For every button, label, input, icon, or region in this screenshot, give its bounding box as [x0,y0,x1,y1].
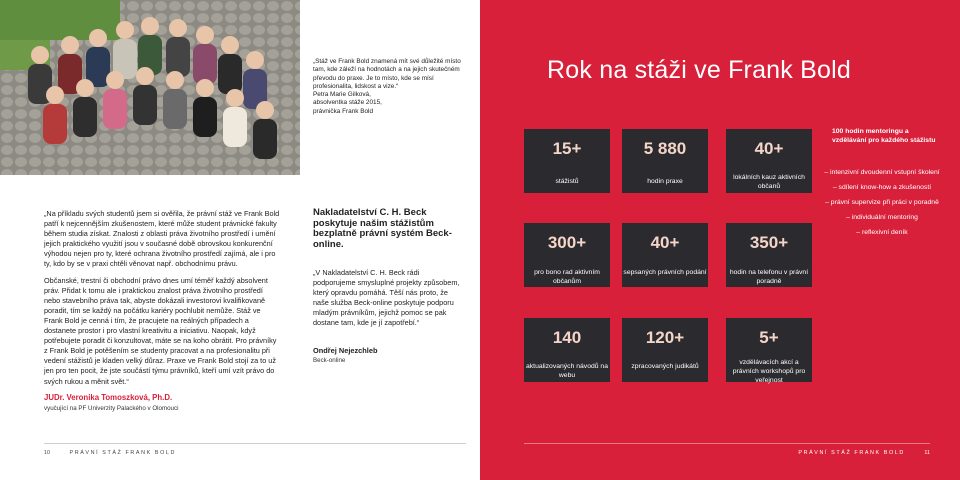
right-page [480,0,960,480]
faculty-quote-paragraph-1: „Na příkladu svých studentů jsem si ověřila, že právní stáž ve Frank Bold patří k nejcennějším zkušenostem, které může student právnické fakulty během studia získat. Znalosti z oblasti práva životního prostředí i umění jejich praktického využití jsou v současné době obrovskou konkurenční výhodou nejen pro ty, které ochrana životního prostředí zajímá, ale i pro ty, kdo by se v praxi chtěli věnovat např. obchodnímu právu. [44,209,280,269]
mentoring-item: – právní supervize při práci v poradně [825,199,939,206]
intern-quote-role: absolventka stáže 2015, [313,99,382,107]
stat-label: stážistů [555,178,579,185]
left-page-number: 10 [44,450,50,456]
stat-label: hodin na telefonu v právní poradně [729,269,809,285]
stat-label: zpracovaných judikátů [631,363,699,370]
stat-number: 350+ [749,233,789,252]
beck-quote-company: Beck-online [313,357,346,364]
mentoring-item: – reflexivní deník [856,229,908,236]
faculty-quote-author-role: vyučující na PF Univerzity Palackého v Olomouci [44,405,179,412]
group-photo-illustration [0,0,300,175]
beck-quote: „V Nakladatelství C. H. Beck rádi podporujeme smysluplné projekty způsobem, který opravdu pomáhá. Těší nás proto, že naše služba Beck-online poskytuje podporu mladým právníkům, jejichž pomoc se pak dostane tam, kde je jí zapotřebí.“ [313,268,460,328]
mentoring-item: – sdílení know-how a zkušeností [832,184,932,191]
faculty-quote [44,209,280,393]
right-page-number: 11 [924,450,930,456]
mentoring-heading: 100 hodin mentoringu a vzdělávání pro každého stážistu [832,128,936,144]
intern-quote-text: „Stáž ve Frank Bold znamená mít své důležité místo tam, kde záleží na hodnotách a na jejich skutečném převodu do praxe. Je to místo, kde se mísí profesionalita, lidskost a vize.“ [313,58,461,90]
mentoring-item: – intenzivní dvoudenní vstupní školení [824,169,940,176]
group-photo [0,0,300,175]
stat-number: 120+ [645,328,685,347]
stat-number: 300+ [547,233,587,252]
right-footer-title: PRÁVNÍ STÁŽ FRANK BOLD [798,450,905,456]
stat-number: 140 [552,328,582,347]
intern-quote [313,58,463,116]
faculty-quote-author: JUDr. Veronika Tomoszková, Ph.D. [44,393,173,402]
stat-label: lokálních kauz aktivních občanů [733,174,805,190]
stat-box [622,318,708,382]
stat-number: 5+ [759,328,779,347]
stat-number: 15+ [552,139,582,158]
right-footer [524,443,930,456]
stat-label: hodin praxe [647,178,683,185]
left-footer-title: PRÁVNÍ STÁŽ FRANK BOLD [69,450,176,456]
stat-label: aktualizovaných návodů na webu [526,363,608,379]
faculty-quote-paragraph-2: Občanské, trestní či obchodní právo dnes umí téměř každý absolvent práv. Přidat k tomu ale i praktickou znalost práva životního prostředí nebo stavebního práva tak, abyste dokázali investorovi kvalifikovaně poradit, tím se každý na počátku kariéry pochlubit nemůže. Stáž ve Frank Bold je cenná i tím, že pracujete na reálných případech a dostanete prostor i pro vlastní kreativitu a iniciativu. Naopak, když potřebujete poradit či konzultovat, máte se na koho obrátit. Pro právníky z Frank Bold je potěšením se studenty pracovat a na profesionalitu při vedení stážistů je kladen velký důraz. Praxe ve Frank Bold stojí za to už jen pro ten pocit, že jste součástí týmu právníků, kteří umí vzít právo do svých rukou a měnit svět.“ [44,275,277,386]
stat-number: 40+ [754,139,784,158]
stat-label: sepsaných právních podání [623,269,707,276]
left-footer [44,443,466,456]
stat-label: pro bono rad aktivním občanům [534,269,600,285]
stat-label: vzdělávacích akcí a právních workshopů pro veřejnost [732,359,806,384]
intern-quote-role2: právnička Frank Bold [313,107,374,115]
stat-number: 40+ [650,233,680,252]
beck-quote-author: Ondřej Nejezchleb [313,346,378,355]
page-title: Rok na stáži ve Frank Bold [547,56,851,84]
stat-box [622,223,708,287]
stat-number: 5 880 [643,139,687,158]
mentoring-item: – individuální mentoring [846,214,918,221]
intern-quote-author: Petra Marie Gilková, [313,91,371,99]
mentoring-list [822,168,942,243]
beck-headline: Nakladatelství C. H. Beck poskytuje našim stážistům bezplatně právní systém Beck-online. [313,207,452,250]
